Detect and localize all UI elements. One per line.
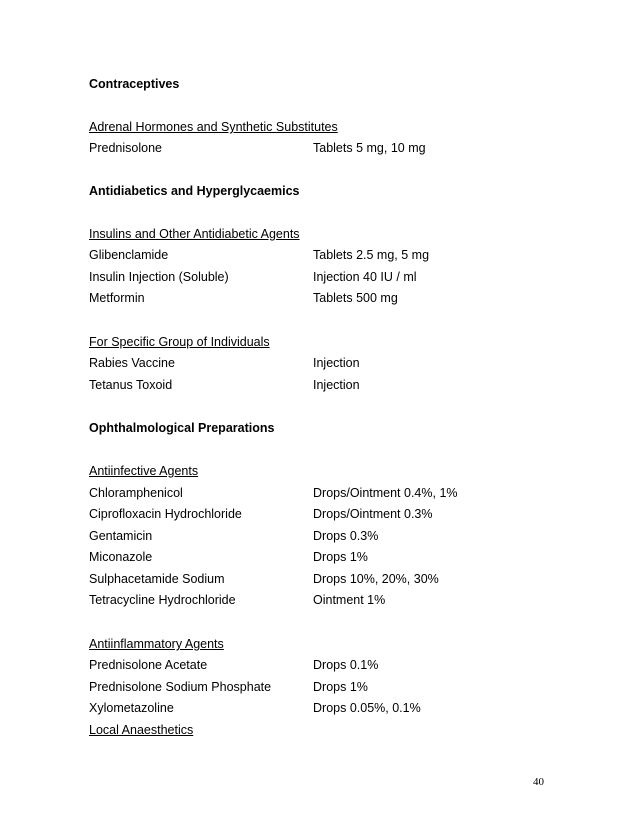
drug-name: Sulphacetamide Sodium (89, 572, 225, 586)
drug-form: Drops 10%, 20%, 30% (313, 572, 439, 586)
drug-name: Prednisolone Sodium Phosphate (89, 680, 272, 694)
page-number: 40 (533, 776, 544, 788)
drug-name: Insulin Injection (Soluble) (89, 270, 229, 284)
drug-form: Injection (313, 378, 360, 392)
drug-form: Injection (313, 356, 360, 370)
drug-row (89, 248, 430, 262)
drug-row (89, 141, 426, 155)
drug-form: Drops/Ointment 0.4%, 1% (313, 486, 458, 500)
drug-name: Metformin (89, 291, 145, 305)
drug-row (89, 270, 417, 284)
heading-contraceptives: Contraceptives (89, 77, 180, 91)
drug-row (89, 550, 368, 564)
drug-form: Drops 1% (313, 680, 368, 694)
subheading-antiinfective: Antiinfective Agents (89, 464, 199, 478)
drug-name: Miconazole (89, 550, 153, 564)
drug-form: Ointment 1% (313, 593, 386, 607)
drug-name: Tetracycline Hydrochloride (89, 593, 236, 607)
drug-form: Drops 0.05%, 0.1% (313, 701, 421, 715)
subheading-adrenal-hormones: Adrenal Hormones and Synthetic Substitutes (89, 120, 338, 134)
drug-name: Chloramphenicol (89, 486, 183, 500)
drug-row (89, 680, 368, 694)
drug-name: Rabies Vaccine (89, 356, 175, 370)
drug-form: Drops/Ointment 0.3% (313, 507, 433, 521)
drug-row (89, 356, 360, 370)
drug-form: Drops 0.3% (313, 529, 379, 543)
drug-form: Drops 0.1% (313, 658, 379, 672)
drug-row (89, 378, 360, 392)
drug-name: Xylometazoline (89, 701, 174, 715)
subheading-antiinflammatory: Antiinflammatory Agents (89, 637, 224, 651)
drug-form: Drops 1% (313, 550, 368, 564)
drug-name: Prednisolone Acetate (89, 658, 208, 672)
drug-form: Injection 40 IU / ml (313, 270, 417, 284)
drug-name: Ciprofloxacin Hydrochloride (89, 507, 242, 521)
drug-row (89, 658, 379, 672)
drug-row (89, 507, 433, 521)
drug-form: Tablets 2.5 mg, 5 mg (313, 248, 430, 262)
subheading-local-anaesthetics: Local Anaesthetics (89, 723, 194, 737)
drug-row (89, 529, 379, 543)
drug-row (89, 593, 386, 607)
heading-antidiabetics: Antidiabetics and Hyperglycaemics (89, 184, 300, 198)
drug-name: Gentamicin (89, 529, 153, 543)
subheading-specific-group: For Specific Group of Individuals (89, 335, 270, 349)
heading-ophthalmological: Ophthalmological Preparations (89, 421, 275, 435)
drug-name: Glibenclamide (89, 248, 169, 262)
drug-row (89, 701, 421, 715)
drug-row (89, 291, 398, 305)
drug-form: Tablets 500 mg (313, 291, 398, 305)
drug-name: Prednisolone (89, 141, 162, 155)
drug-row (89, 486, 458, 500)
drug-name: Tetanus Toxoid (89, 378, 173, 392)
drug-form: Tablets 5 mg, 10 mg (313, 141, 426, 155)
drug-row (89, 572, 439, 586)
subheading-insulins: Insulins and Other Antidiabetic Agents (89, 227, 300, 241)
